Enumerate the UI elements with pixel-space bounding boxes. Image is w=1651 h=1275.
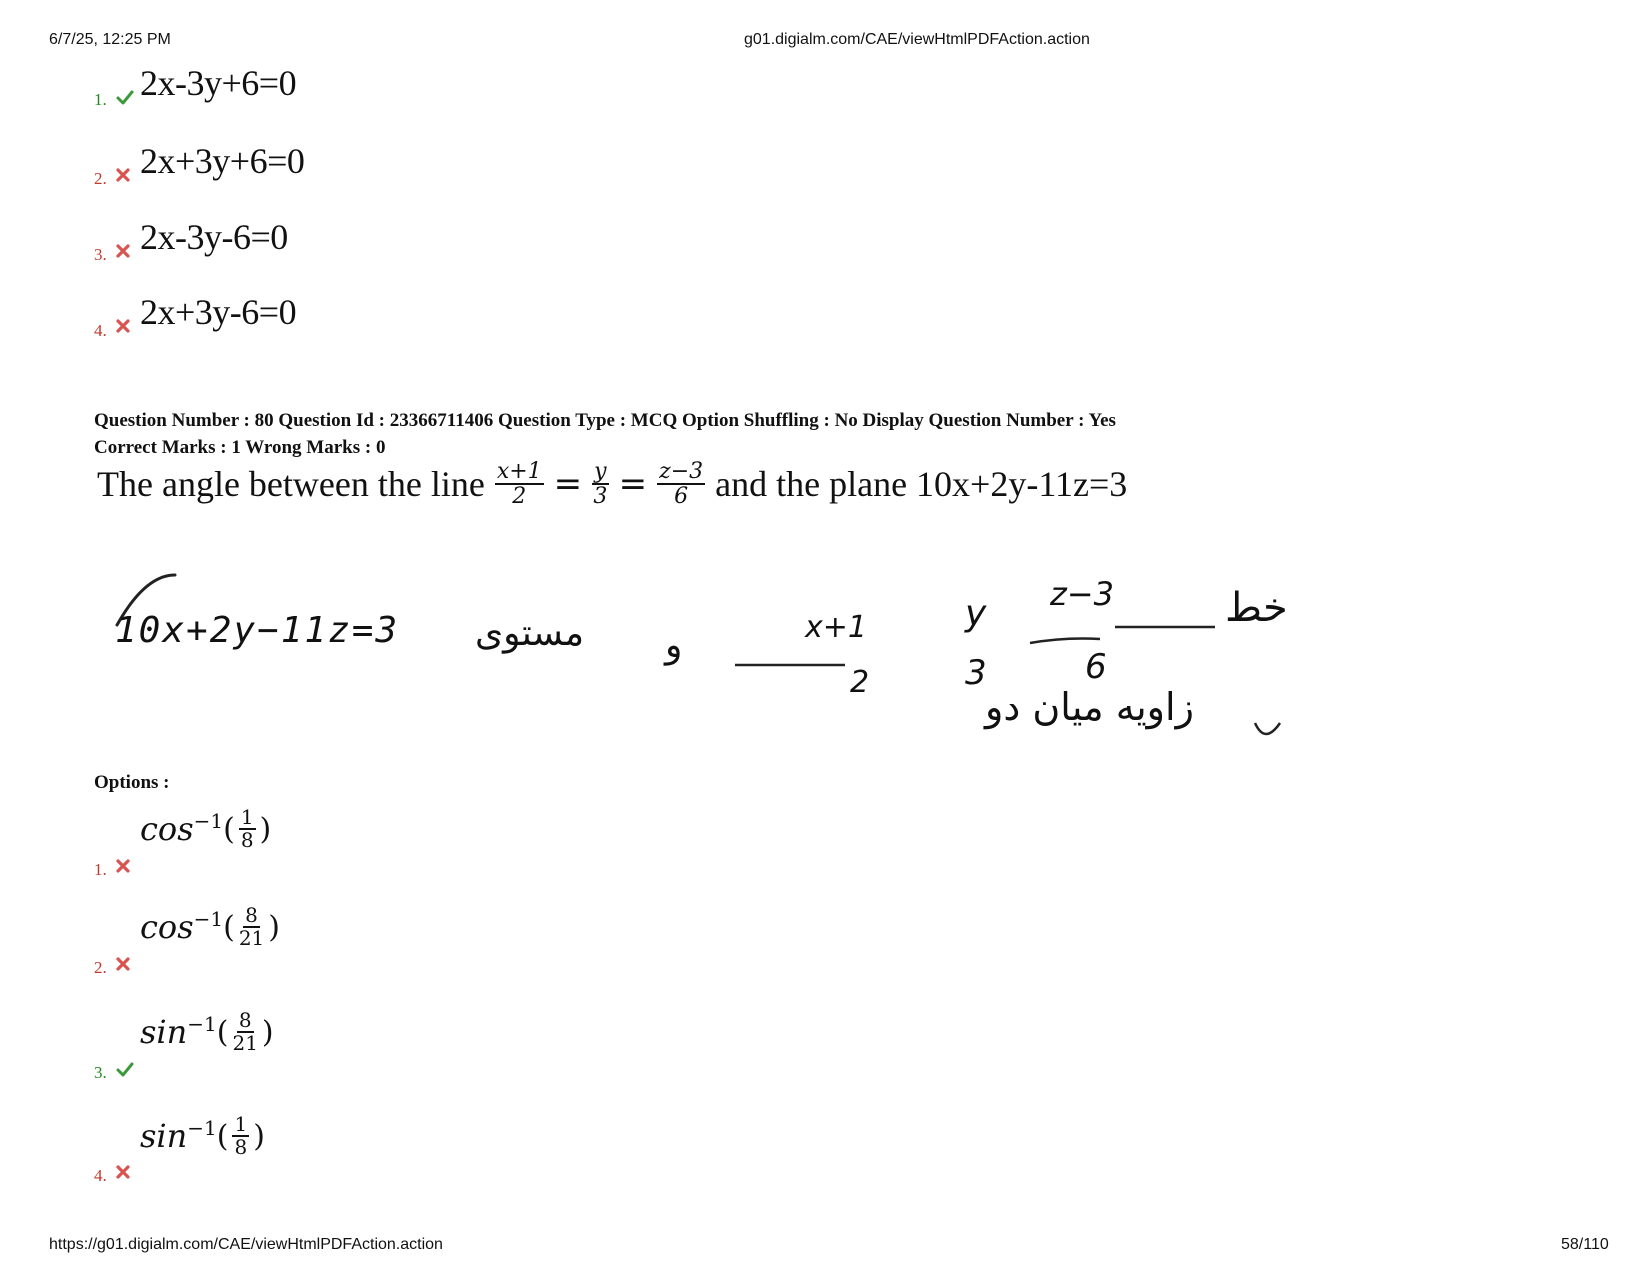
print-url: g01.digialm.com/CAE/viewHtmlPDFAction.action [744,31,1090,48]
hw-frac-x-den: 2 [850,665,870,700]
hw-plane-eq: 10x+2y−11z=3 [115,610,400,651]
question-text: The angle between the line $\frac{x+1}{2}$ = $\frac{y}{3}$ = $\frac{z-3}{6}$ and the plane 10x+2y-11z=3 [97,459,1128,510]
fraction-x: $\frac{x+1}{2}$ [496,459,542,510]
footer-url: https://g01.digialm.com/CAE/viewHtmlPDFAction.action [49,1236,443,1253]
option-expression: cos $^{-1}$ ( $\frac{8}{21}$ ) [140,903,280,950]
question-meta: Question Number : 80 Question Id : 23366711406 Question Type : MCQ Option Shuffling : No Display Question Number : Yes [94,410,1116,431]
option-text: 2x+3y+6=0 [140,141,305,181]
hw-word-line: خط [1225,585,1288,631]
option-number: 2. [94,169,107,188]
check-icon [116,1060,134,1078]
option-expression: cos $^{-1}$ ( $\frac{1}{8}$ ) [140,805,272,852]
check-icon [116,88,134,106]
cross-icon [116,1165,130,1179]
hw-frac-z-num: z−3 [1050,575,1114,613]
cross-icon [116,859,130,873]
prev-option-2 [94,142,394,192]
hw-frac-y-num: y [965,593,987,634]
hw-word-angle: زاویه میان دو [985,685,1194,729]
question-prefix: The angle between the line [97,464,485,505]
cross-icon [116,957,130,971]
option-number: 1. [94,860,107,879]
option-number: 4. [94,1166,107,1185]
option-number: 1. [94,90,107,109]
handwriting-strokes [105,555,1345,785]
option-number: 4. [94,321,107,340]
hw-frac-x-num: x+1 [805,610,867,645]
hw-word-plane: مستوی [475,613,585,654]
option-2 [94,903,394,977]
option-text: 2x+3y-6=0 [140,292,297,332]
page-number: 58/110 [1561,1236,1609,1253]
option-number: 3. [94,245,107,264]
option-number: 3. [94,1063,107,1082]
cross-icon [116,168,130,182]
question-marks: Correct Marks : 1 Wrong Marks : 0 [94,437,386,458]
fraction-y: $\frac{y}{3}$ [593,459,608,510]
hw-frac-z-den: 6 [1085,647,1107,687]
option-expression: sin $^{-1}$ ( $\frac{8}{21}$ ) [140,1008,274,1055]
handwritten-translation [105,555,1345,785]
options-label: Options : [94,772,170,793]
fraction-z: $\frac{z-3}{6}$ [659,459,704,510]
option-4 [94,1112,394,1185]
option-expression: sin $^{-1}$ ( $\frac{1}{8}$ ) [140,1112,265,1159]
hw-frac-y-den: 3 [965,653,987,693]
cross-icon [116,244,130,258]
print-datetime: 6/7/25, 12:25 PM [49,31,171,48]
option-number: 2. [94,958,107,977]
option-text: 2x-3y-6=0 [140,217,288,257]
option-text: 2x-3y+6=0 [140,63,297,103]
option-3 [94,1008,394,1082]
prev-option-4 [94,292,394,345]
option-1 [94,805,394,879]
prev-option-1 [94,62,394,112]
prev-option-3 [94,218,394,268]
cross-icon [116,319,130,333]
hw-word-and: و [665,625,683,666]
question-suffix: and the plane 10x+2y-11z=3 [715,464,1128,505]
